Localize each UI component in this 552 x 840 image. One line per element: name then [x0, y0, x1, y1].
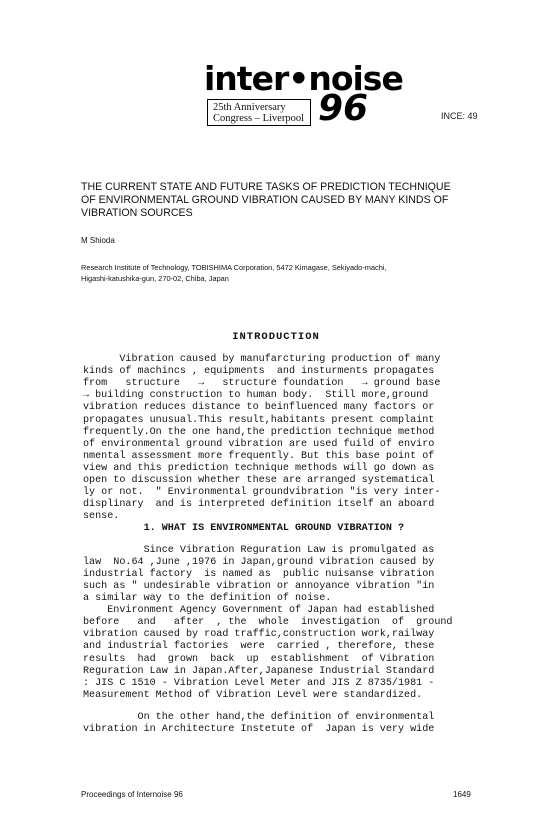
body-line: vibration caused by road traffic,construction work,railway — [83, 629, 435, 641]
body-line: displinary and is interpreted definition itself an aboard — [83, 499, 435, 511]
body-line: propagates unusual.This result,habitants present complaint — [83, 414, 435, 426]
body-line: sense. — [83, 511, 120, 523]
body-line: vibration reduces distance to beinfluenced many factors or — [83, 402, 435, 414]
body-line: Measurement Method of Vibration Level were standardized. — [83, 689, 423, 701]
author-name: M Shioda — [81, 236, 115, 245]
section-heading-1: 1. WHAT IS ENVIRONMENTAL GROUND VIBRATION ? — [83, 523, 405, 535]
body-line: results had grown back up establishment of Vibration — [83, 653, 435, 665]
body-line: a similar way to the definition of noise. — [83, 593, 332, 604]
body-line: kinds of machincs , equipments and insturments propagates — [83, 366, 435, 378]
body-line: of environmental ground vibration are used fuild of enviro — [83, 438, 435, 450]
body-line: from structure → structure foundation → ground base — [83, 378, 441, 390]
logo-year-number: 96 — [318, 88, 369, 129]
paper-title — [81, 181, 481, 220]
title-line: VIBRATION SOURCES — [81, 207, 193, 219]
body-line: : JIS C 1510 - Vibration Level Meter and JIS Z 8735/1981 - — [83, 677, 435, 689]
body-line: frequently.On the one hand,the prediction technique method — [83, 426, 435, 438]
affiliation-line: Higashi-katushika-gun, 270-02, Chiba, Japan — [81, 274, 229, 283]
body-line: Reguration Law in Japan.After,Japanese Industrial Standard — [83, 665, 435, 677]
body-line: law No.64 ,June ,1976 in Japan,ground vibration caused by — [83, 556, 435, 568]
body-line: On the other hand,the definition of environmental — [83, 712, 435, 723]
footer-proceedings: Proceedings of Internoise 96 — [81, 790, 183, 799]
body-line: → building construction to human body. Still more,ground — [83, 390, 429, 402]
body-line: open to discussion whether these are arranged systematical — [83, 475, 435, 486]
body-line: nmental assessment more frequently. But this base point of — [83, 450, 435, 462]
anniversary-box — [207, 99, 311, 126]
affiliation-line: Research Institute of Technology, TOBISHIMA Corporation, 5472 Kimagase, Sekiyado-machi, — [81, 263, 387, 272]
introduction-heading: INTRODUCTION — [232, 331, 320, 343]
body-line: ly or not. " Environmental groundvibration "is very inter- — [83, 487, 441, 499]
body-line: Vibration caused by manufarcturing production of many — [83, 354, 441, 365]
internoise-logo-wordmark: inter•noise — [204, 59, 403, 98]
body-line: vibration in Architecture Instetute of Japan is very wide — [83, 724, 435, 736]
footer-page-number: 1649 — [453, 790, 471, 799]
body-line: view and this prediction technique methods will go down as — [83, 462, 435, 474]
body-line: such as " undesirable vibration or annoyance vibration "in — [83, 580, 435, 592]
anniversary-line-2: Congress – Liverpool — [213, 113, 304, 124]
body-line: before and after , the whole investigation of ground — [83, 617, 453, 629]
body-line: and industrial factories were carried , therefore, these — [83, 641, 435, 653]
anniversary-line-1: 25th Anniversary — [213, 102, 286, 113]
body-line: industrial factory is named as public nuisanse vibration — [83, 568, 435, 580]
affiliation — [81, 262, 501, 284]
body-line: Environment Agency Government of Japan had established — [83, 605, 435, 617]
title-line: OF ENVIRONMENTAL GROUND VIBRATION CAUSED BY MANY KINDS OF — [81, 194, 449, 206]
body-line: Since Vibration Reguration Law is promulgated as — [83, 544, 435, 556]
title-line: THE CURRENT STATE AND FUTURE TASKS OF PREDICTION TECHNIQUE — [81, 181, 451, 193]
paper-code: INCE: 49 — [441, 111, 478, 121]
